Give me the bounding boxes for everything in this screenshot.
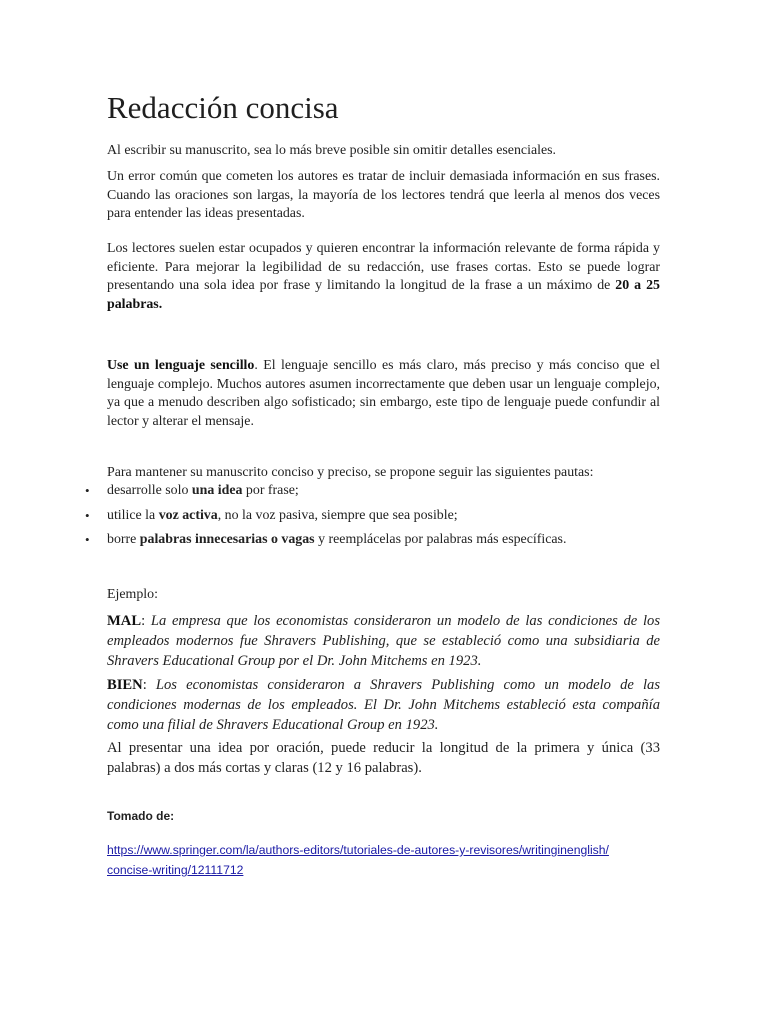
list-item-emphasis: una idea (191, 483, 243, 498)
bad-example-text: La empresa que los economistas consideraron un modelo de las condiciones de los empleados modernos fue Shravers Publishing, que se estableció como una subsidiaria de Shravers Educational Group por el Dr. John Mitchems en 1923. (107, 613, 660, 669)
list-item-text: desarrolle solo (107, 483, 192, 498)
page-title: Redacción concisa (107, 90, 339, 125)
list-item-text: y reemplácelas por palabras más específicas. (314, 532, 567, 547)
closing-paragraph: Al presentar una idea por oración, puede reducir la longitud de la primera y única (33 palabras) a dos más cortas y claras (12 y 16 palabras). (107, 740, 660, 776)
simple-language-heading: Use un lenguaje sencillo (107, 358, 255, 373)
bad-example-label: MAL (107, 613, 142, 629)
bullet-icon: • (85, 483, 90, 498)
source-label: Tomado de: (107, 809, 175, 823)
list-item-text: utilice la (107, 507, 159, 523)
source-link[interactable] (107, 840, 667, 880)
list-item-text: , no la voz pasiva, siempre que sea posible; (217, 507, 458, 523)
list-item (85, 531, 667, 556)
list-item-emphasis: voz activa (158, 507, 218, 523)
list-item (85, 507, 667, 532)
bad-example (107, 611, 660, 671)
bullet-icon: • (85, 507, 90, 523)
intro-paragraph: Al escribir su manuscrito, sea lo más breve posible sin omitir detalles esenciales. (107, 143, 557, 158)
paragraph-simple-language (107, 357, 660, 431)
good-example-label: BIEN (107, 677, 143, 693)
simple-language-text: . El lenguaje sencillo es más claro, más preciso y más conciso que el lenguaje complejo. Muchos autores asumen incorrectamente que deben usar un lenguaje complejo, ya que a menudo describen algo sofisticado; sin embargo, este tipo de lenguaje puede confundir al lector y alterar el mensaje. (107, 358, 661, 429)
good-example-separator: : (142, 677, 156, 693)
paragraph-readers-emphasis: 20 a 25 palabras. (107, 278, 660, 312)
paragraph-readers (107, 240, 660, 314)
list-item (85, 482, 667, 507)
list-item-emphasis: palabras innecesarias o vagas (139, 532, 315, 547)
list-item-text: por frase; (242, 483, 299, 498)
good-example-text: Los economistas consideraron a Shravers Publishing como un modelo de las condiciones modernas de los empleados. El Dr. John Mitchems estableció esta compañía como una filial de Shravers Educational Group en 1923. (107, 677, 661, 733)
list-item-text: borre (107, 532, 140, 547)
guidelines-intro: Para mantener su manuscrito conciso y preciso, se propone seguir las siguientes pautas: (107, 465, 594, 480)
guidelines-list (85, 482, 667, 556)
good-example (107, 675, 660, 735)
paragraph-common-error: Un error común que cometen los autores es tratar de incluir demasiada información en sus frases. Cuando las oraciones son largas, la mayoría de los lectores tendrá que leerla al menos dos veces para entender las ideas presentadas. (107, 169, 660, 222)
bad-example-separator: : (141, 613, 151, 629)
source-link-line-1[interactable]: https://www.springer.com/la/authors-editors/tutoriales-de-autores-y-revisores/writinginenglish/ (107, 843, 609, 857)
paragraph-readers-text: Los lectores suelen estar ocupados y quieren encontrar la información relevante de forma rápida y eficiente. Para mejorar la legibilidad de su redacción, use frases cortas. Esto se puede lograr presentando una sola idea por frase y limitando la longitud de la frase a un máximo de (107, 241, 660, 294)
example-label: Ejemplo: (107, 587, 158, 602)
source-link-line-2[interactable]: concise-writing/12111712 (107, 863, 244, 877)
bullet-icon: • (85, 532, 90, 547)
